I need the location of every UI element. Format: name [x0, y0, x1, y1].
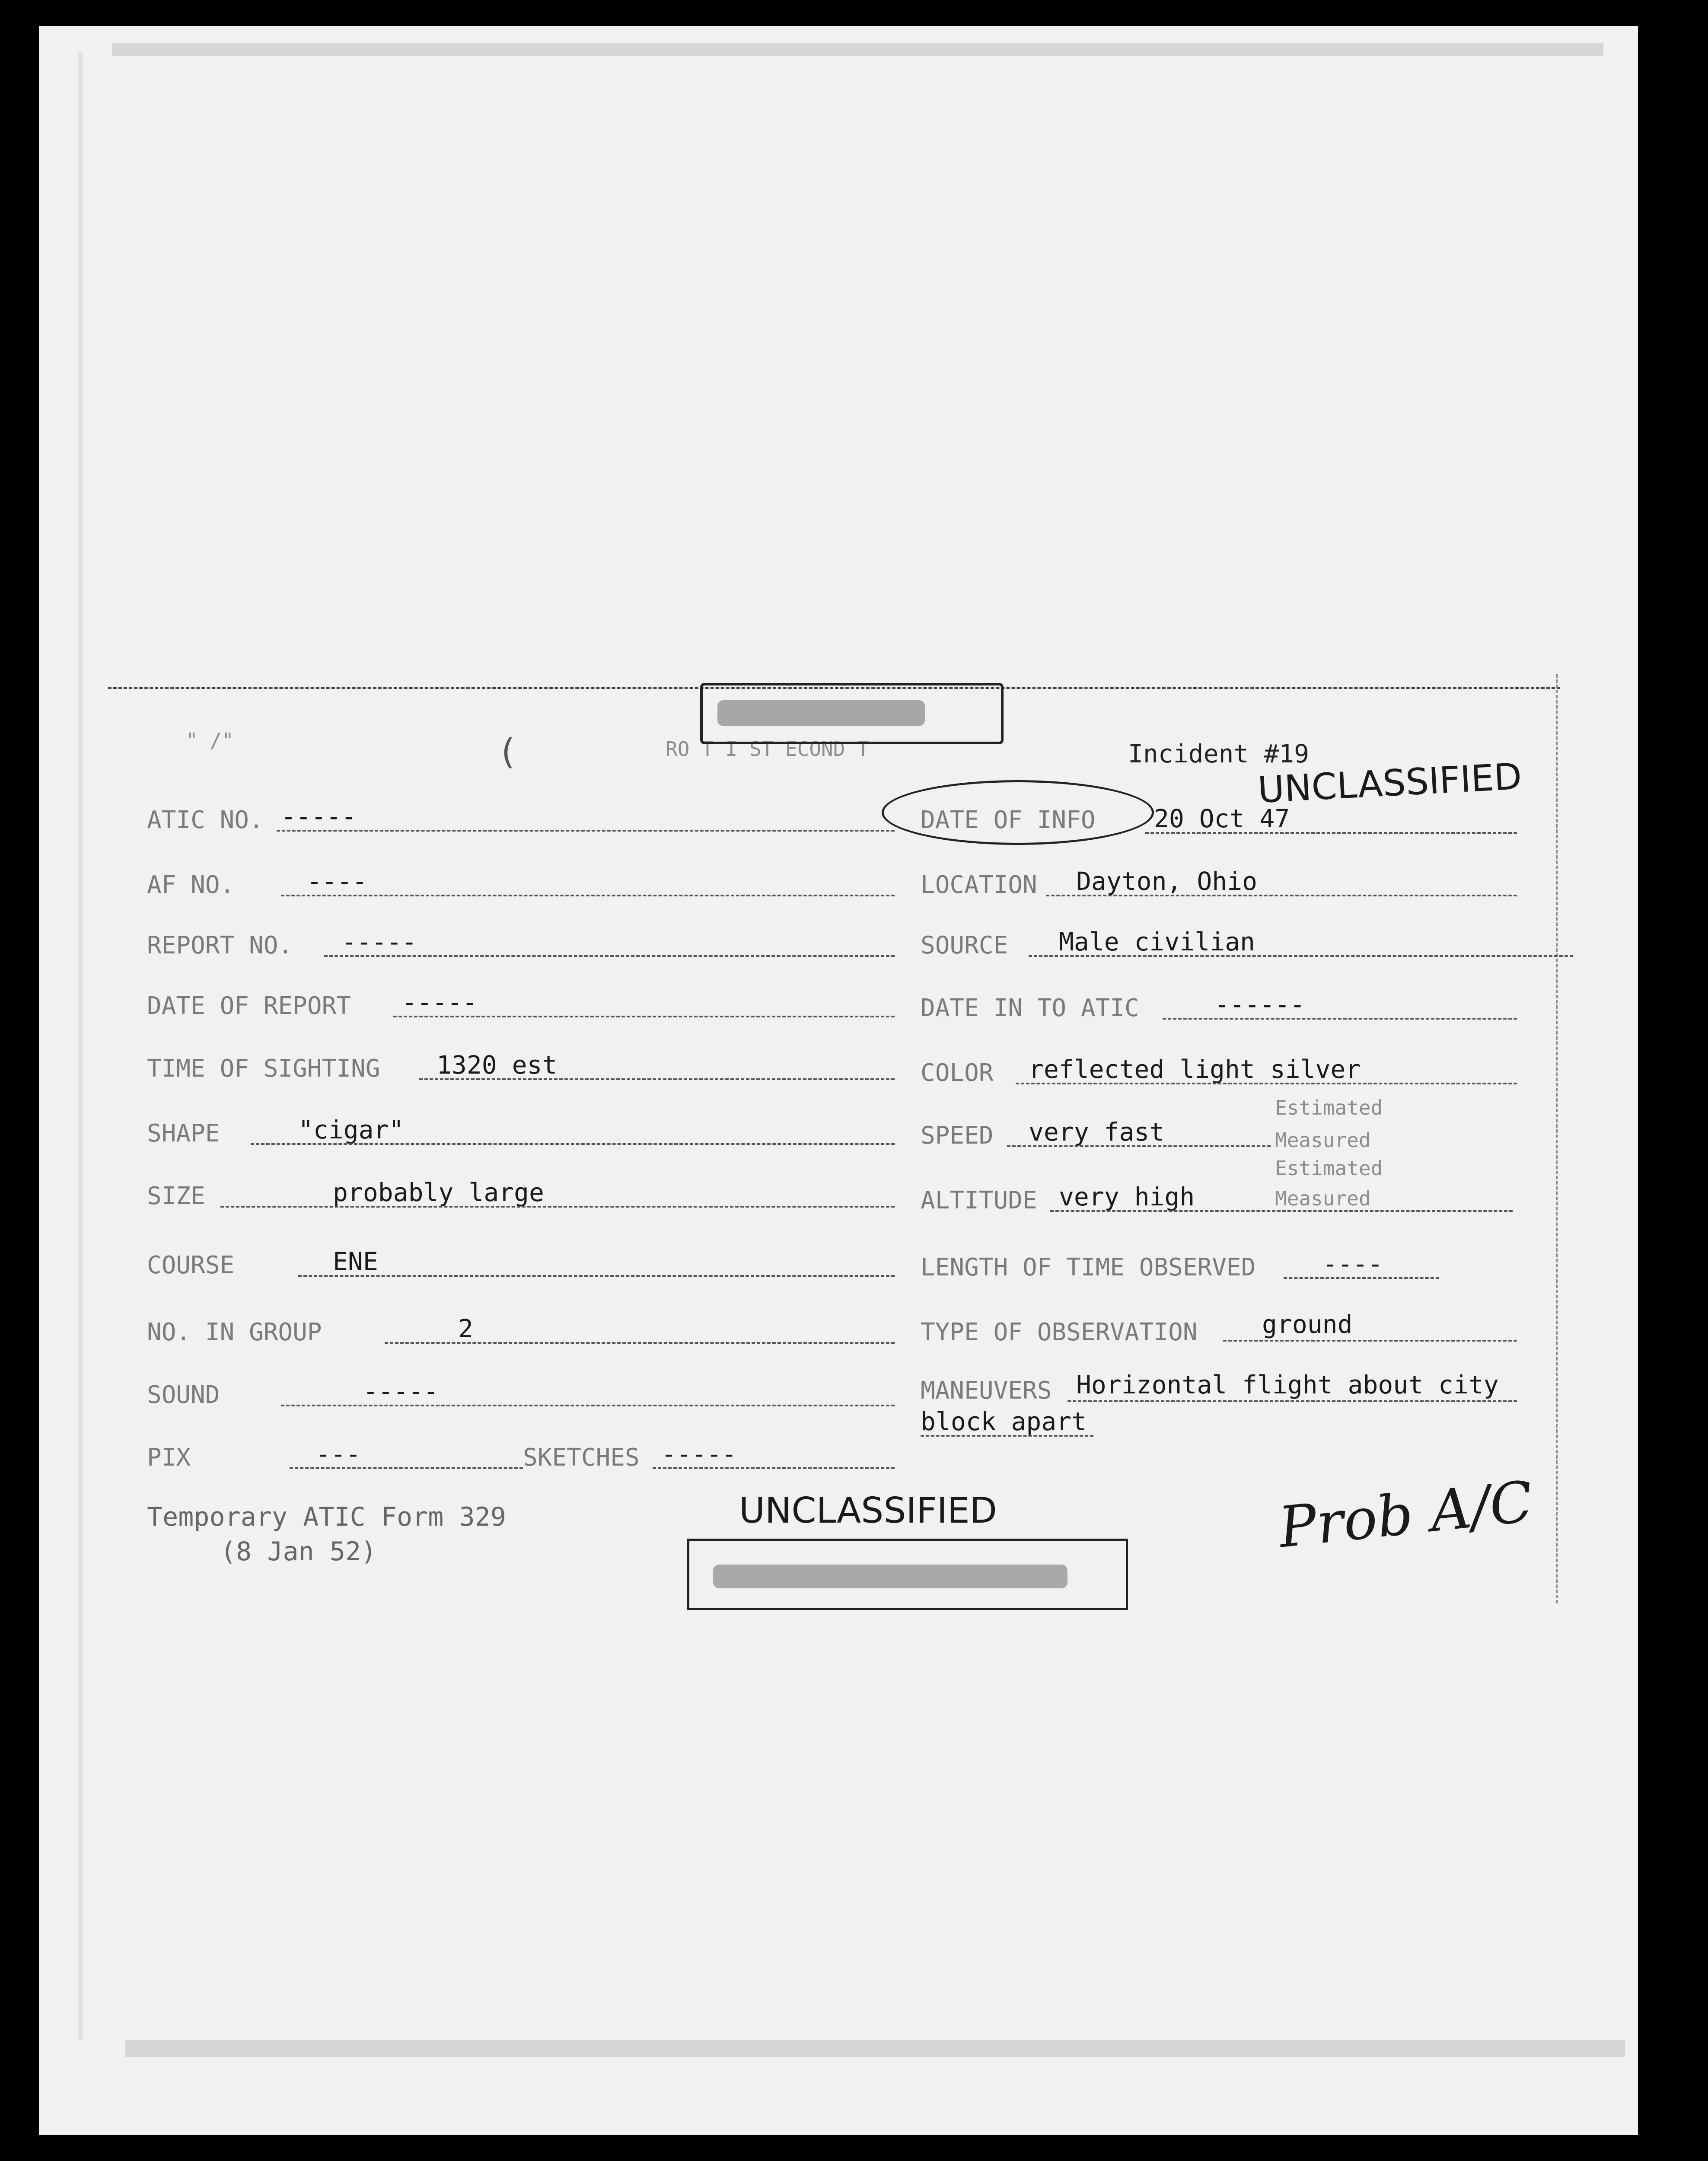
altitude-value: very high: [1059, 1182, 1195, 1211]
handwritten-note: [1275, 1468, 1536, 1573]
length-of-time-observed-value: ----: [1322, 1249, 1383, 1278]
side-note-estimated-1: Estimated: [1275, 1096, 1383, 1119]
date-in-to-atic-value: ------: [1214, 990, 1305, 1019]
no-in-group-value: 2: [458, 1314, 473, 1343]
date-of-info-value: 20 Oct 47: [1154, 804, 1290, 833]
speed-value: very fast: [1029, 1117, 1165, 1147]
af-no-label: AF NO.: [147, 871, 235, 899]
size-value: probably large: [333, 1178, 544, 1207]
speed-label: SPEED: [921, 1122, 994, 1150]
sketches-value: -----: [661, 1439, 737, 1469]
header-center-text: RO T I ST ECOND T: [666, 737, 869, 761]
color-line: [1016, 1083, 1517, 1084]
report-no-value: -----: [341, 927, 417, 956]
course-value: ENE: [333, 1247, 378, 1276]
type-of-observation-line: [1223, 1340, 1517, 1342]
no-in-group-line: [385, 1342, 895, 1344]
shape-label: SHAPE: [147, 1119, 220, 1147]
source-value: Male civilian: [1059, 927, 1255, 956]
handwritten-note-text: Prob A/C: [1275, 1468, 1536, 1561]
pix-label: PIX: [147, 1444, 191, 1472]
sound-label: SOUND: [147, 1381, 220, 1409]
course-label: COURSE: [147, 1251, 235, 1279]
date-of-info-line: [1145, 832, 1517, 834]
scan-left-edge: [78, 52, 83, 2040]
sketches-label: SKETCHES: [523, 1444, 640, 1472]
size-line: [220, 1206, 895, 1208]
scan-bottom-edge: [125, 2040, 1625, 2057]
side-note-estimated-2: Estimated: [1275, 1157, 1383, 1180]
speed-line: [1007, 1145, 1271, 1147]
altitude-line: [1050, 1210, 1513, 1212]
color-label: COLOR: [921, 1059, 994, 1087]
unclassified-stamp-bottom: UNCLASSIFIED: [739, 1490, 997, 1531]
atic-no-label: ATIC NO.: [147, 806, 264, 834]
atic-no-value: -----: [281, 802, 357, 831]
redaction-smudge-bottom: [713, 1565, 1068, 1588]
date-of-info-label: DATE OF INFO: [921, 806, 1096, 834]
maneuvers-line-2: [921, 1435, 1093, 1437]
location-line: [1046, 895, 1517, 896]
location-value: Dayton, Ohio: [1076, 867, 1258, 896]
form-right-border: [1556, 674, 1558, 1603]
source-line: [1029, 955, 1573, 957]
altitude-label: ALTITUDE: [921, 1186, 1037, 1214]
incident-number: Incident #19: [1128, 739, 1310, 768]
date-in-to-atic-line: [1163, 1018, 1517, 1020]
date-in-to-atic-label: DATE IN TO ATIC: [921, 994, 1139, 1022]
sound-value: -----: [363, 1377, 439, 1406]
form-id-line2: (8 Jan 52): [220, 1536, 377, 1567]
header-left-marks: " /": [186, 729, 234, 752]
af-no-line: [281, 895, 895, 896]
date-of-report-label: DATE OF REPORT: [147, 992, 351, 1020]
type-of-observation-label: TYPE OF OBSERVATION: [921, 1318, 1198, 1346]
scan-top-edge: [112, 43, 1603, 56]
af-no-value: ----: [307, 867, 367, 896]
report-no-line: [324, 955, 895, 957]
date-of-report-line: [393, 1016, 895, 1017]
location-label: LOCATION: [921, 871, 1037, 899]
sketches-line: [653, 1467, 895, 1469]
date-of-report-value: -----: [402, 988, 478, 1017]
time-of-sighting-label: TIME OF SIGHTING: [147, 1055, 380, 1083]
shape-line: [251, 1143, 895, 1145]
form-id-line1: Temporary ATIC Form 329: [147, 1502, 506, 1532]
maneuvers-line: [1068, 1400, 1517, 1402]
length-of-time-observed-line: [1284, 1277, 1439, 1279]
report-no-label: REPORT NO.: [147, 931, 293, 959]
size-label: SIZE: [147, 1182, 205, 1210]
side-note-measured-2: Measured: [1275, 1187, 1371, 1210]
document-page: [39, 26, 1638, 2135]
side-note-measured-1: Measured: [1275, 1128, 1371, 1152]
no-in-group-label: NO. IN GROUP: [147, 1318, 322, 1346]
pix-value: ---: [315, 1439, 361, 1469]
type-of-observation-value: ground: [1262, 1310, 1353, 1339]
maneuvers-value-line1: Horizontal flight about city: [1076, 1370, 1499, 1399]
header-paren: (: [497, 732, 518, 772]
length-of-time-observed-label: LENGTH OF TIME OBSERVED: [921, 1253, 1256, 1281]
unclassified-stamp-top: UNCLASSIFIED: [1256, 755, 1523, 811]
redaction-smudge-top: [717, 700, 925, 726]
sound-line: [281, 1405, 895, 1406]
color-value: reflected light silver: [1029, 1055, 1361, 1084]
maneuvers-value-line2: block apart: [921, 1407, 1087, 1436]
time-of-sighting-line: [419, 1078, 895, 1080]
time-of-sighting-value: 1320 est: [437, 1050, 558, 1080]
maneuvers-label: MANEUVERS: [921, 1377, 1052, 1405]
pix-line: [290, 1467, 523, 1469]
source-label: SOURCE: [921, 931, 1008, 959]
course-line: [298, 1275, 895, 1277]
atic-no-line: [277, 830, 895, 832]
shape-value: "cigar": [298, 1115, 404, 1144]
